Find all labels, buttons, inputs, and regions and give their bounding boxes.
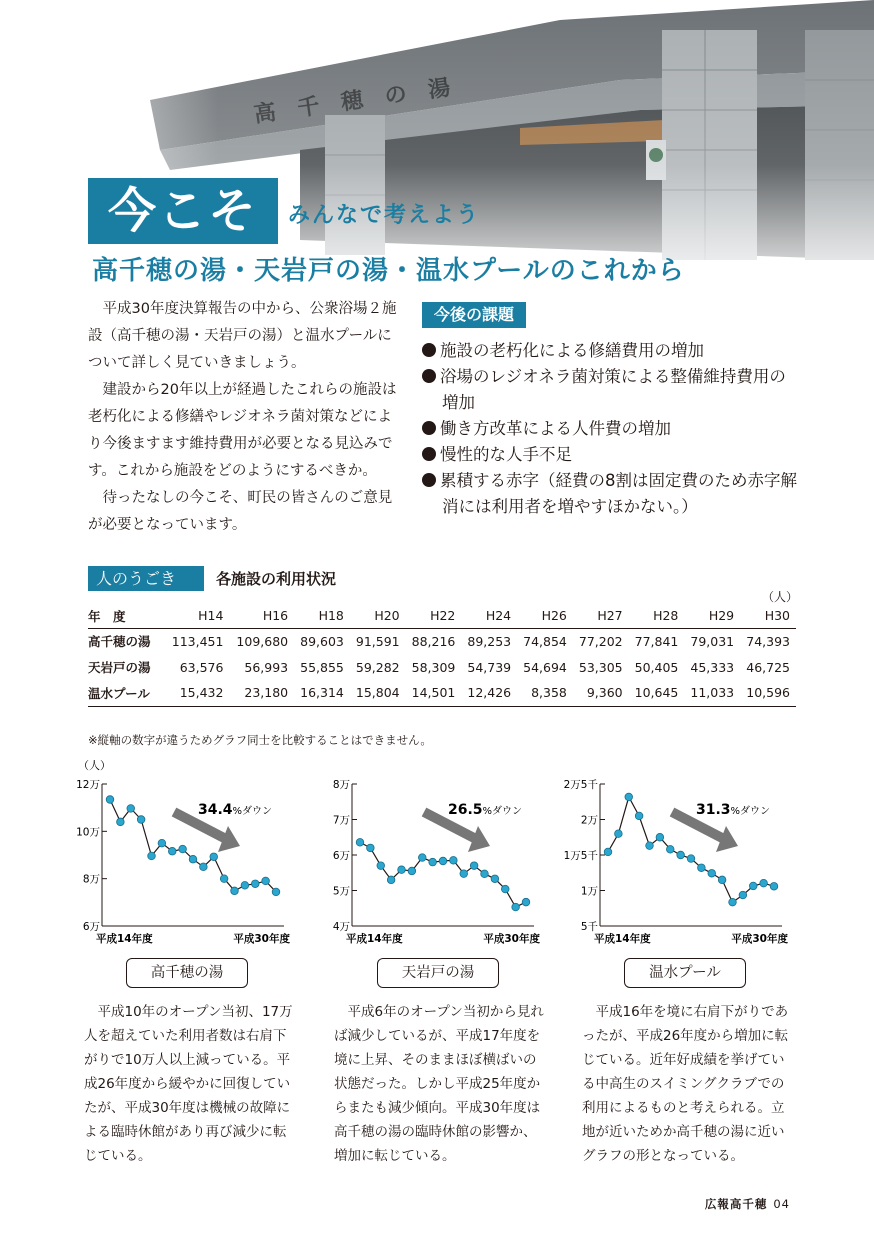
table-cell: 55,855: [300, 659, 344, 675]
table-cell: 12,426: [467, 685, 512, 701]
data-point: [760, 879, 768, 887]
data-point: [615, 830, 623, 838]
table-cell: 14,501: [411, 685, 456, 701]
data-point: [398, 866, 406, 874]
data-point: [739, 891, 747, 899]
data-point: [646, 842, 654, 850]
data-point: [200, 863, 208, 871]
chart-amaiwato: [326, 760, 548, 952]
data-point: [666, 845, 674, 853]
section-label: 人のうごき: [88, 566, 204, 591]
data-point: [698, 864, 706, 872]
decline-suffix: %ダウン: [730, 806, 771, 817]
issue-text: 施設の老朽化による修繕費用の増加: [440, 341, 704, 360]
y-tick-label: 8万: [82, 873, 100, 886]
intro-paragraph: 待ったなしの今こそ、町民の皆さんのご意見が必要となっています。: [88, 490, 393, 533]
chart-name-pool: 温水プール: [624, 958, 746, 988]
data-point: [687, 855, 695, 863]
issue-item: [422, 442, 802, 468]
series-line: [360, 842, 526, 907]
bullet-icon: [422, 473, 436, 487]
data-point: [729, 898, 737, 906]
y-tick-label: 1万: [580, 885, 598, 898]
x-tick-label: 平成30年度: [233, 933, 290, 945]
bullet-icon: [422, 343, 436, 357]
data-point: [127, 805, 135, 813]
table-cell: 77,841: [634, 633, 679, 649]
table-cell: 45,333: [690, 659, 735, 675]
data-point: [522, 898, 530, 906]
chart-description: 平成10年のオープン当初、17万人を超えていた利用者数は右肩下がりで10万人以上減っている。平成26年度から緩やかに回復していたが、平成30年度は機械の故障による臨時休館があり再び減少に転じている。: [84, 1004, 293, 1164]
table-cell: 16,314: [300, 685, 344, 701]
table-cell: 56,993: [244, 659, 289, 675]
table-cell: 23,180: [244, 685, 289, 701]
data-point: [470, 862, 478, 870]
title-subheading: みんなで考えよう: [288, 203, 481, 228]
data-point: [677, 851, 685, 859]
issue-item: [422, 338, 802, 364]
table-header-cell: H27: [597, 608, 623, 624]
table-cell: 9,360: [586, 685, 623, 701]
table-row: [88, 628, 796, 654]
title-badge: 今こそ: [88, 178, 278, 244]
data-point: [501, 885, 509, 893]
table-body: [88, 628, 796, 706]
decline-annotation: [448, 802, 522, 818]
data-point: [241, 881, 249, 889]
table-cell: 79,031: [690, 633, 735, 649]
data-point: [251, 880, 259, 888]
chart-takachiho: [76, 760, 298, 952]
y-tick-label: 10万: [76, 826, 100, 839]
table-cell: 77,202: [578, 633, 623, 649]
decline-suffix: %ダウン: [482, 806, 523, 817]
data-point: [625, 793, 633, 801]
y-tick-label: 1万5千: [563, 850, 598, 862]
facility-name-cell: 高千穂の湯: [88, 634, 151, 650]
decline-percent: 26.5: [448, 802, 483, 818]
data-point: [439, 857, 447, 865]
bullet-icon: [422, 447, 436, 461]
table-cell: 63,576: [179, 659, 224, 675]
chart-name-amaiwato: 天岩戸の湯: [377, 958, 499, 988]
y-tick-label: 6万: [82, 921, 100, 933]
table-cell: 109,680: [236, 633, 289, 649]
table-header-cell: H20: [374, 608, 400, 624]
x-tick-label: 平成14年度: [594, 933, 651, 945]
table-cell: 89,253: [467, 633, 512, 649]
chart-description: 平成16年を境に右肩下がりであったが、平成26年度から増加に転じている。近年好成績を挙げている中高生のスイミングクラブでの利用によるものと考えられる。立地が近いためか高千穂の湯に近いグラフの形となっている。: [582, 1004, 789, 1164]
data-point: [137, 816, 145, 824]
intro-paragraph: 平成30年度決算報告の中から、公衆浴場２施設（高千穂の湯・天岩戸の湯）と温水プールについて詳しく見ていきましょう。: [88, 301, 397, 371]
table-header-cell: H29: [708, 608, 735, 624]
chart-name-takachiho: 高千穂の湯: [126, 958, 248, 988]
decline-annotation: [198, 802, 272, 818]
intro-paragraph: 建設から20年以上が経過したこれらの施設は老朽化による修繕やレジオネラ菌対策などにより今後ますます維持費用が必要となる見込みです。これから施設をどのようにするべきか。: [88, 382, 397, 479]
table-header-cell: H26: [541, 608, 567, 624]
issue-text: 慢性的な人手不足: [440, 445, 572, 464]
data-point: [158, 839, 166, 847]
data-point: [635, 812, 643, 820]
y-tick-label: 4万: [332, 921, 350, 933]
table-cell: 53,305: [578, 659, 623, 675]
data-point: [656, 833, 664, 841]
table-cell: 58,309: [411, 659, 456, 675]
data-point: [429, 858, 437, 866]
y-tick-label: 2万: [580, 814, 598, 827]
data-point: [367, 844, 375, 852]
table-cell: 46,725: [746, 659, 790, 675]
y-tick-label: 5千: [580, 921, 598, 933]
decline-percent: 34.4: [198, 802, 233, 818]
table-cell: 10,596: [746, 685, 790, 701]
data-point: [189, 855, 197, 863]
y-tick-label: 5万: [332, 885, 350, 898]
bullet-icon: [422, 369, 436, 383]
data-point: [708, 869, 716, 877]
y-tick-label: 2万5千: [563, 779, 598, 791]
table-cell: 50,405: [634, 659, 679, 675]
decline-percent: 31.3: [696, 802, 731, 818]
table-cell: 88,216: [411, 633, 456, 649]
issues-list: [422, 338, 802, 520]
table-header-cell: H30: [764, 608, 790, 624]
data-point: [220, 875, 228, 883]
table-header-cell: H24: [485, 608, 512, 624]
data-point: [231, 887, 239, 895]
issues-heading: 今後の課題: [422, 302, 526, 328]
y-tick-label: 8万: [332, 779, 350, 791]
y-tick-label: 7万: [332, 814, 350, 827]
data-point: [460, 870, 468, 878]
issue-text: 浴場のレジオネラ菌対策による整備維持費用の増加: [440, 367, 786, 412]
data-point: [387, 876, 395, 884]
facility-name-cell: 天岩戸の湯: [88, 660, 151, 675]
data-point: [481, 870, 489, 878]
intro-text: [88, 296, 400, 539]
table-cell: 74,393: [746, 633, 790, 649]
data-point: [179, 845, 187, 853]
x-tick-label: 平成30年度: [731, 933, 788, 945]
table-cell: 54,739: [467, 659, 512, 675]
table-row: [88, 654, 796, 680]
data-point: [770, 882, 778, 890]
data-point: [117, 818, 125, 826]
table-cell: 11,033: [690, 685, 735, 701]
issue-item: [422, 468, 802, 520]
section-title: 各施設の利用状況: [216, 570, 337, 588]
table-header-cell: H28: [653, 608, 679, 624]
table-cell: 74,854: [523, 633, 567, 649]
data-point: [272, 888, 280, 896]
table-cell: 59,282: [355, 659, 400, 675]
x-tick-label: 平成14年度: [96, 933, 153, 945]
chart-pool: [563, 760, 796, 952]
data-point: [356, 839, 364, 847]
y-tick-label: 12万: [76, 779, 100, 791]
table-cell: 8,358: [531, 685, 567, 701]
issue-item: [422, 416, 802, 442]
data-point: [604, 848, 612, 856]
table-unit: （人）: [761, 590, 798, 604]
table-cell: 15,432: [179, 685, 224, 701]
data-point: [262, 877, 270, 885]
chart-note: ※縦軸の数字が違うためグラフ同士を比較することはできません。: [88, 733, 432, 747]
data-point: [106, 796, 114, 804]
data-point: [377, 862, 385, 870]
facility-name-cell: 温水プール: [88, 685, 150, 701]
data-point: [408, 867, 416, 875]
data-point: [450, 857, 458, 865]
y-tick-label: 6万: [332, 850, 350, 862]
table-header-row: [88, 602, 796, 628]
decline-suffix: %ダウン: [232, 806, 273, 817]
data-point: [491, 875, 499, 883]
table-cell: 15,804: [355, 685, 400, 701]
table-cell: 89,603: [300, 633, 344, 649]
table-row: [88, 680, 796, 706]
hero-photo: [0, 0, 874, 300]
table-header-cell: H18: [318, 608, 344, 624]
y-unit-label: （人）: [78, 759, 111, 772]
data-point: [749, 882, 757, 890]
data-point: [512, 903, 520, 911]
issue-item: [422, 364, 802, 416]
table-header-cell: H22: [430, 608, 456, 624]
table-cell: 10,645: [634, 685, 679, 701]
data-point: [168, 847, 176, 855]
page-number: 04: [773, 1197, 790, 1211]
decline-annotation: [696, 802, 770, 818]
data-point: [210, 853, 218, 861]
table-header-cell: 年 度: [88, 608, 126, 624]
data-point: [148, 852, 156, 860]
page-title: 高千穂の湯・天岩戸の湯・温水プールのこれから: [92, 256, 685, 286]
data-point: [418, 854, 426, 862]
publication-name: 広報高千穂: [704, 1197, 768, 1211]
x-tick-label: 平成30年度: [483, 933, 540, 945]
table-cell: 91,591: [355, 633, 400, 649]
table-header-cell: H16: [262, 608, 289, 624]
issue-text: 働き方改革による人件費の増加: [440, 419, 671, 438]
data-point: [718, 876, 726, 884]
table-cell: 54,694: [523, 659, 567, 675]
issue-text: 累積する赤字（経費の8割は固定費のため赤字解消には利用者を増やすほかない。）: [440, 471, 797, 516]
usage-table: [88, 602, 796, 707]
table-cell: 113,451: [171, 633, 224, 649]
chart-description: 平成6年のオープン当初から見れば減少しているが、平成17年度を境に上昇、そのままほぼ横ばいの状態だった。しかし平成25年度からまたも減少傾向。平成30年度は高千穂の湯の臨時休館の影響か、増加に転じている。: [334, 1004, 544, 1164]
x-tick-label: 平成14年度: [346, 933, 403, 945]
bullet-icon: [422, 421, 436, 435]
table-header-cell: H14: [198, 608, 224, 624]
page-footer: [705, 1196, 790, 1212]
